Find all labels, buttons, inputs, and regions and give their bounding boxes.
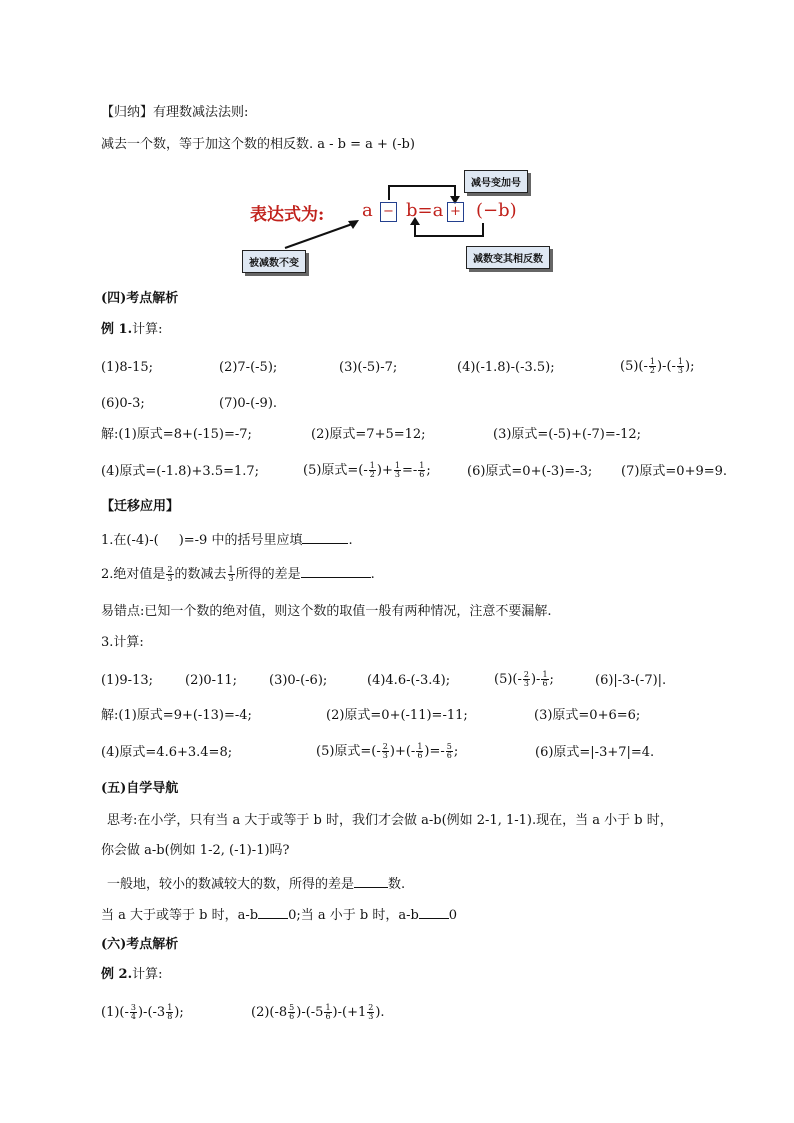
expression-label: 表达式为: <box>250 205 325 225</box>
rule-diagram <box>240 168 600 273</box>
q3-solution-4: (4)原式=4.6+3.4=8; <box>101 745 233 760</box>
section6-title: (六)考点解析 <box>101 937 179 952</box>
q3-problem-4: (4)4.6-(-3.4); <box>367 673 451 688</box>
transfer-q2: 2.绝对值是 $\frac{2}{3}$ 的数减去 $\frac{1}{3}$ 所得的差是 . <box>101 565 375 583</box>
term-neg-b: (−b) <box>476 200 517 221</box>
q3-solution-6: (6)原式=|-3+7|=4. <box>535 745 655 760</box>
comparison-statement: 当 a 大于或等于 b 时，a-b 0;当 a 小于 b 时，a-b 0 <box>101 908 458 923</box>
q3-problem-2: (2)0-11; <box>185 673 237 688</box>
transfer-q1: 1.在(-4)-( )=-9 中的括号里应填 . <box>101 533 353 548</box>
ex1-problem-3: (3)(-5)-7; <box>339 360 398 375</box>
ex2-problem-1: (1)(- $\frac{3}{4}$ )-(-3 $\frac{1}{8}$ ); <box>101 1003 184 1021</box>
ex1-solution-4: (4)原式=(-1.8)+3.5=1.7; <box>101 464 260 479</box>
ex1-problem-5: (5)(- $\frac{1}{2}$ )-(- $\frac{1}{3}$ ); <box>620 357 695 375</box>
ex1-problem-6: (6)0-3; <box>101 396 145 411</box>
general-statement: 一般地，较小的数减较大的数，所得的差是 数. <box>107 877 406 892</box>
top-arrow <box>389 186 455 200</box>
ex1-solution-row1: 解:(1)原式=8+(-15)=-7; <box>101 427 252 442</box>
ex1-problem-2: (2)7-(-5); <box>219 360 278 375</box>
term-b-equals-a: b=a <box>406 200 444 221</box>
plus-box: + <box>447 202 464 222</box>
bottom-arrow <box>415 222 483 236</box>
example1-heading: 例 1.计算: <box>101 322 163 337</box>
q3-problem-1: (1)9-13; <box>101 673 153 688</box>
q3-solution-2: (2)原式=0+(-11)=-11; <box>326 708 468 723</box>
q3-problem-5: (5)(- $\frac{2}{3}$ )- $\frac{1}{6}$ ; <box>494 670 554 688</box>
think-line-1: 思考:在小学，只有当 a 大于或等于 b 时，我们才会做 a-b(例如 2-1, 1-1).现在，当 a 小于 b 时， <box>107 813 673 828</box>
error-tip: 易错点:已知一个数的绝对值，则这个数的取值一般有两种情况，注意不要漏解. <box>101 604 552 619</box>
callout-minuend-unchanged: 被减数不变 <box>242 250 306 273</box>
ex1-solution-2: (2)原式=7+5=12; <box>311 427 426 442</box>
ex1-solution-7: (7)原式=0+9=9. <box>621 464 728 479</box>
q3-solution-row1: 解:(1)原式=9+(-13)=-4; <box>101 708 252 723</box>
q3-solution-5: (5)原式=(- $\frac{2}{3}$ )+(- $\frac{1}{6}$ )=- $\frac{5}{6}$ ; <box>316 742 459 760</box>
callout-subtrahend-opposite: 减数变其相反数 <box>466 246 550 269</box>
ex1-problem-7: (7)0-(-9). <box>219 396 278 411</box>
left-arrow <box>285 223 355 248</box>
subtraction-rule: 减去一个数，等于加这个数的相反数. a - b = a + (-b) <box>101 137 415 152</box>
callout-minus-to-plus: 减号变加号 <box>464 170 528 193</box>
q3-problem-3: (3)0-(-6); <box>269 673 328 688</box>
transfer-title: 【迁移应用】 <box>101 499 180 514</box>
ex1-solution-3: (3)原式=(-5)+(-7)=-12; <box>493 427 642 442</box>
transfer-q3: 3.计算: <box>101 635 144 650</box>
ex1-solution-6: (6)原式=0+(-3)=-3; <box>467 464 593 479</box>
section4-title: (四)考点解析 <box>101 291 179 306</box>
ex1-problem-4: (4)(-1.8)-(-3.5); <box>457 360 555 375</box>
ex1-problem-1: (1)8-15; <box>101 360 153 375</box>
section5-title: (五)自学导航 <box>101 781 179 796</box>
example2-heading: 例 2.计算: <box>101 967 163 982</box>
summary-heading: 【归纳】有理数减法法则: <box>101 105 249 120</box>
q3-solution-3: (3)原式=0+6=6; <box>534 708 641 723</box>
think-line-2: 你会做 a-b(例如 1-2, (-1)-1)吗? <box>101 843 290 858</box>
term-a: a <box>362 200 373 221</box>
ex1-solution-5: (5)原式=(- $\frac{1}{2}$ )+ $\frac{1}{3}$ =- $\frac{1}{6}$ ; <box>303 461 431 479</box>
minus-box: − <box>380 202 397 222</box>
ex2-problem-2: (2)(-8 $\frac{5}{6}$ )-(-5 $\frac{1}{6}$ )-(+1 $\frac{2}{3}$ ). <box>251 1003 385 1021</box>
q3-problem-6: (6)|-3-(-7)|. <box>595 673 667 688</box>
